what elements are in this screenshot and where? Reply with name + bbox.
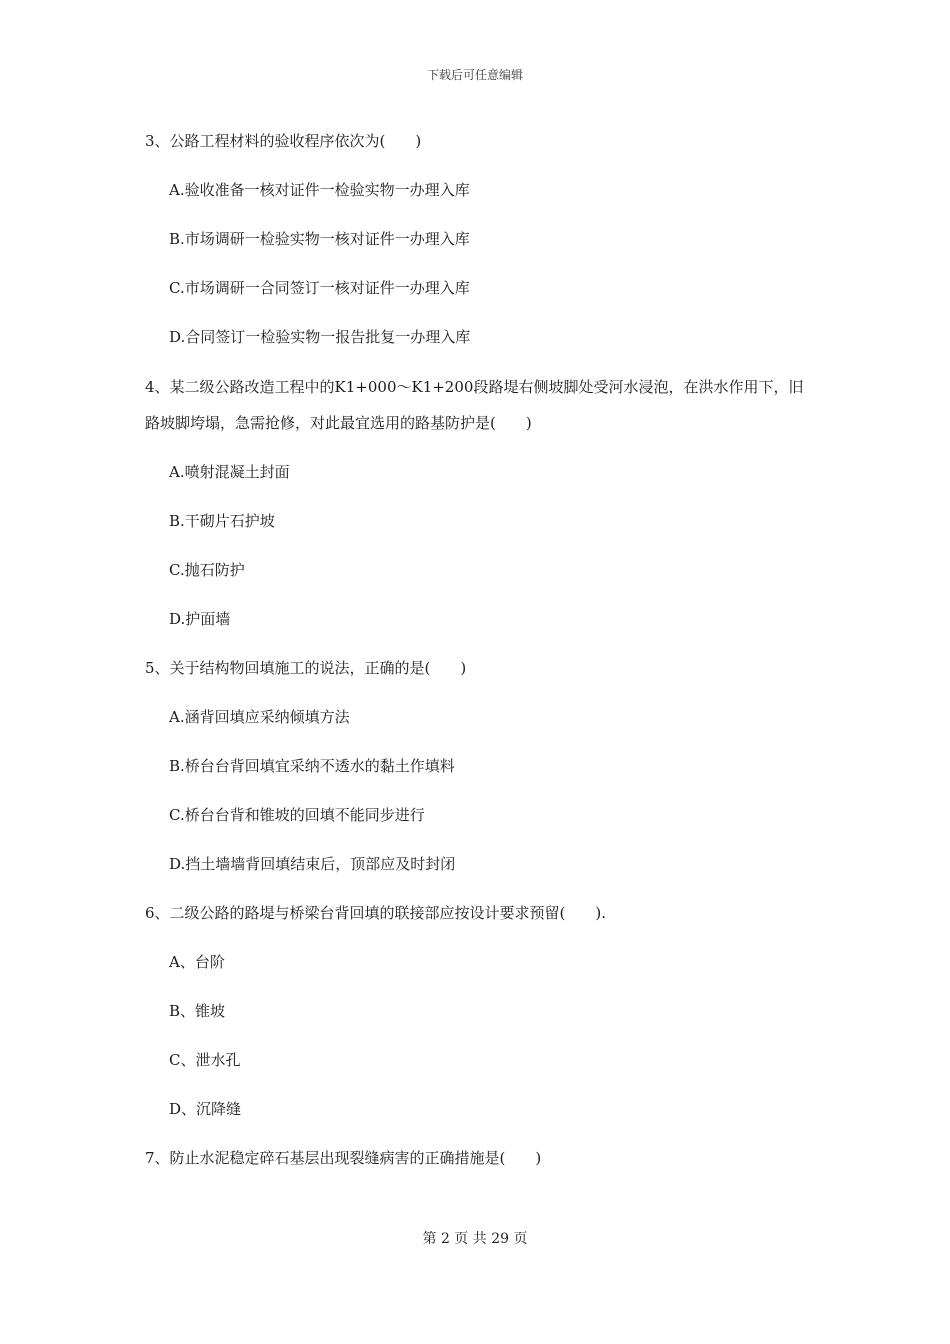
- question-5: [145, 651, 810, 882]
- question-6: [145, 896, 810, 1127]
- option-c: C、泄水孔: [169, 1051, 241, 1069]
- question-7: [145, 1141, 810, 1176]
- option-b: B.市场调研一检验实物一核对证件一办理入库: [169, 230, 470, 248]
- question-stem: 3、公路工程材料的验收程序依次为( ): [145, 132, 422, 150]
- question-3: [145, 124, 810, 355]
- option-b: B、锥坡: [169, 1002, 226, 1020]
- question-stem: 5、关于结构物回填施工的说法，正确的是( ): [145, 659, 467, 677]
- question-stem: 6、二级公路的路堤与桥梁台背回填的联接部应按设计要求预留( ).: [145, 904, 607, 922]
- option-a: A.涵背回填应采纳倾填方法: [169, 708, 350, 726]
- question-4: [145, 369, 810, 637]
- question-stem: 4、某二级公路改造工程中的K1+000～K1+200段路堤右侧坡脚处受河水浸泡，在洪水作用下，旧路坡脚垮塌，急需抢修，对此最宜选用的路基防护是( ): [145, 378, 804, 432]
- option-d: D.合同签订一检验实物一报告批复一办理入库: [169, 328, 471, 346]
- question-list: [145, 124, 810, 1190]
- page-header: 下载后可任意编辑: [426, 68, 523, 82]
- option-a: A、台阶: [169, 953, 225, 971]
- option-b: B.桥台台背回填宜采纳不透水的黏土作填料: [169, 757, 455, 775]
- option-c: C.市场调研一合同签订一核对证件一办理入库: [169, 279, 470, 297]
- question-stem: 7、防止水泥稳定碎石基层出现裂缝病害的正确措施是( ): [145, 1149, 542, 1167]
- option-b: B.干砌片石护坡: [169, 512, 275, 530]
- option-a: A.喷射混凝土封面: [169, 463, 290, 481]
- option-c: C.抛石防护: [169, 561, 245, 579]
- option-d: D.挡土墙墙背回填结束后，顶部应及时封闭: [169, 855, 456, 873]
- option-c: C.桥台台背和锥坡的回填不能同步进行: [169, 806, 425, 824]
- option-d: D、沉降缝: [169, 1100, 242, 1118]
- page-footer: 第 2 页 共 29 页: [422, 1231, 528, 1247]
- option-a: A.验收准备一核对证件一检验实物一办理入库: [169, 181, 470, 199]
- option-d: D.护面墙: [169, 610, 231, 628]
